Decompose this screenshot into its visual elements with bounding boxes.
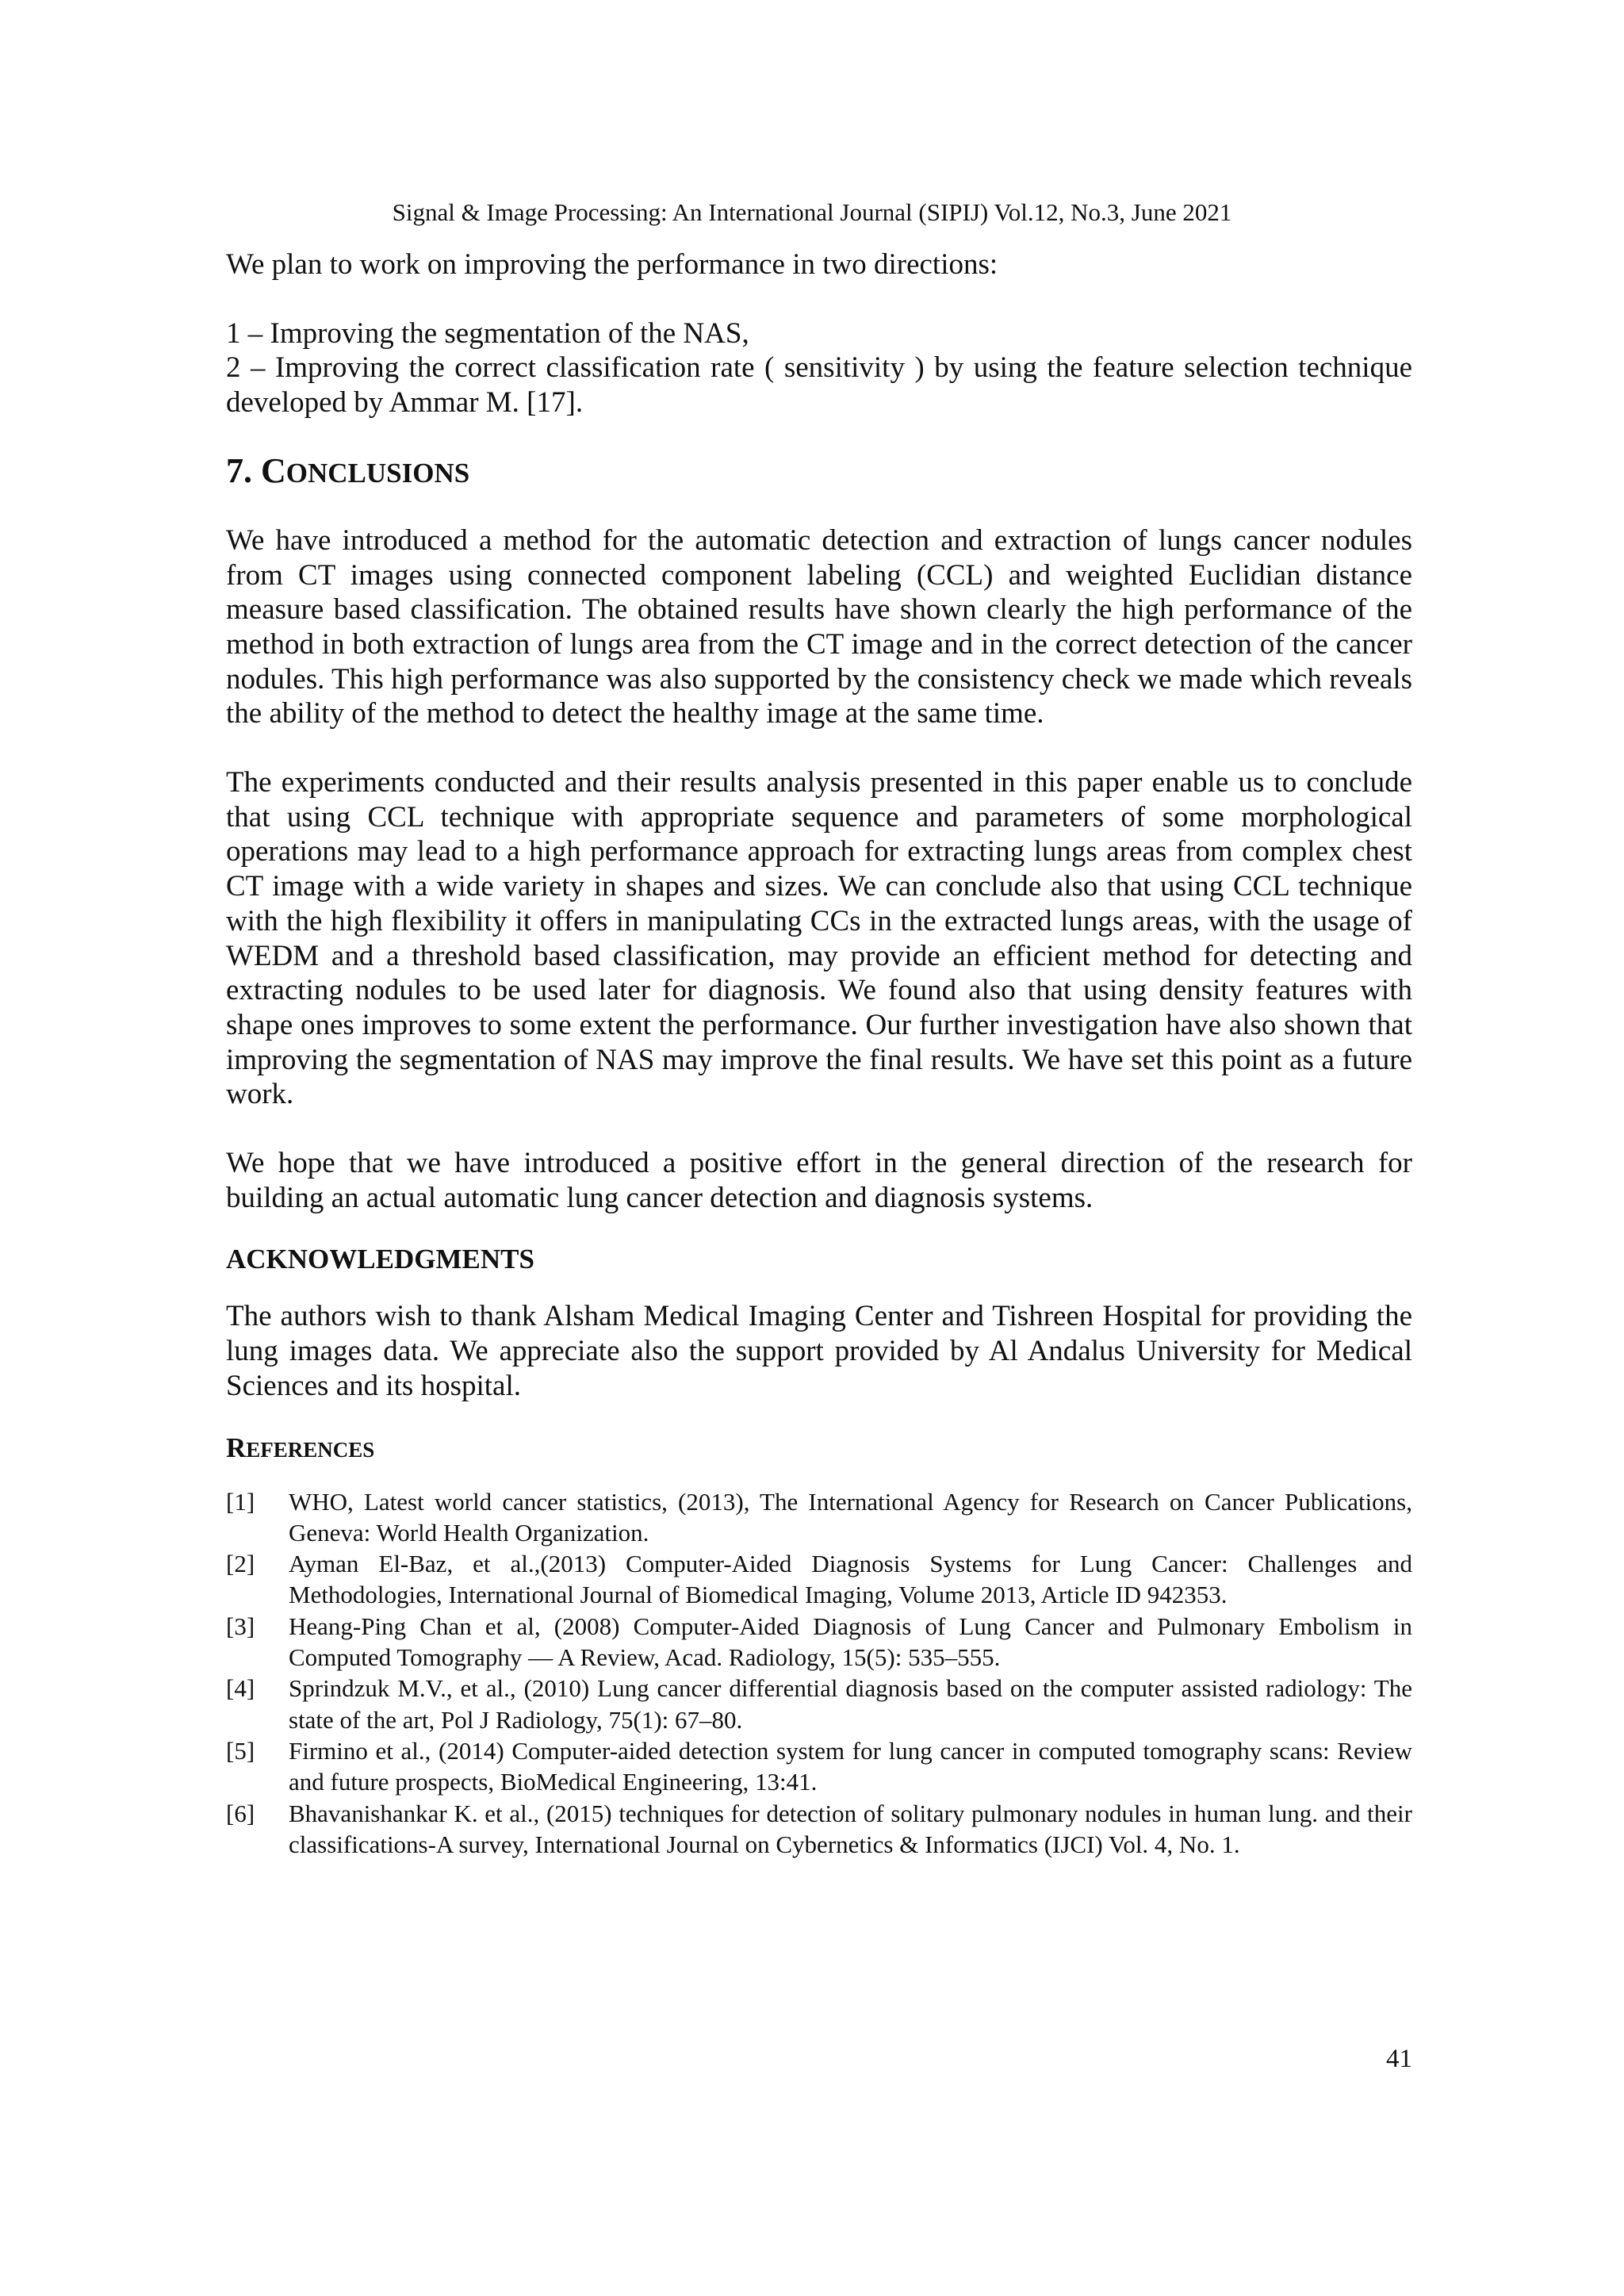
section-title-initial: C [261,450,286,490]
reference-number: [2] [226,1550,255,1578]
reference-number: [1] [226,1487,255,1516]
reference-text: Firmino et al., (2014) Computer-aided detection system for lung cancer in computed tomography scans: Review and future prospects, BioMedical Engineering, 13:41. [289,1736,1412,1796]
reference-number: [3] [226,1612,255,1640]
reference-list [226,1486,1412,1861]
conclusions-heading [226,447,1412,497]
direction-item-2: 2 – Improving the correct classification rate ( sensitivity ) by using the feature selection technique developed by Ammar M. [17]. [226,351,1412,420]
acknowledgments-heading: ACKNOWLEDGMENTS [226,1244,534,1275]
reference-number: [4] [226,1674,255,1703]
reference-item [226,1735,1412,1798]
section-number: 7. [226,450,252,490]
page-body [226,247,1412,1860]
section-title-rest: ONCLUSIONS [285,457,470,489]
conclusions-paragraph-2: The experiments conducted and their results analysis presented in this paper enable us to conclude that using CCL technique with appropriate sequence and parameters of some morphological operations may lead to a high performance approach for extracting lungs areas from complex chest CT image with a wide variety in shapes and sizes. We can conclude also that using CCL technique with the high flexibility it offers in manipulating CCs in the extracted lungs areas, with the usage of WEDM and a threshold based classification, may provide an efficient method for detecting and extracting nodules to be used later for diagnosis. We found also that using density features with shape ones improves to some extent the performance. Our further investigation have also shown that improving the segmentation of NAS may improve the final results. We have set this point as a future work. [226,766,1412,1111]
references-title-initial: R [226,1432,247,1463]
acknowledgments-paragraph: The authors wish to thank Alsham Medical Imaging Center and Tishreen Hospital for providing the lung images data. We appreciate also the support provided by Al Andalus University for Medical Sciences and its hospital. [226,1300,1412,1402]
conclusions-paragraph-1: We have introduced a method for the automatic detection and extraction of lungs cancer nodules from CT images using connected component labeling (CCL) and weighted Euclidian distance measure based classification. The obtained results have shown clearly the high performance of the method in both extraction of lungs area from the CT image and in the correct detection of the cancer nodules. This high performance was also supported by the consistency check we made which reveals the ability of the method to detect the healthy image at the same time. [226,523,1412,730]
reference-text: WHO, Latest world cancer statistics, (2013), The International Agency for Research on Cancer Publications, Geneva: World Health Organization. [289,1487,1412,1547]
reference-item [226,1486,1412,1549]
conclusions-paragraph-3: We hope that we have introduced a positive effort in the general direction of the research for building an actual automatic lung cancer detection and diagnosis systems. [226,1147,1412,1214]
reference-text: Heang-Ping Chan et al, (2008) Computer-Aided Diagnosis of Lung Cancer and Pulmonary Embolism in Computed Tomography — A Review, Acad. Radiology, 15(5): 535–555. [289,1612,1412,1672]
reference-text: Bhavanishankar K. et al., (2015) techniques for detection of solitary pulmonary nodules in human lung. and their classifications-A survey, International Journal on Cybernetics & Informatics (IJCI) Vol. 4, No. 1. [289,1799,1412,1858]
reference-text: Sprindzuk M.V., et al., (2010) Lung cancer differential diagnosis based on the computer assisted radiology: The state of the art, Pol J Radiology, 75(1): 67–80. [289,1674,1412,1734]
reference-number: [6] [226,1799,255,1827]
page-number: 41 [1386,2045,1412,2073]
reference-item [226,1611,1412,1673]
reference-item [226,1548,1412,1611]
running-header: Signal & Image Processing: An International Journal (SIPIJ) Vol.12, No.3, June 2021 [392,198,1232,226]
direction-item-1: 1 – Improving the segmentation of the NAS, [226,316,749,350]
reference-number: [5] [226,1736,255,1765]
references-title-rest: EFERENCES [246,1437,375,1462]
intro-paragraph: We plan to work on improving the performance in two directions: [226,248,998,281]
reference-item [226,1673,1412,1735]
reference-text: Ayman El-Baz, et al.,(2013) Computer-Aided Diagnosis Systems for Lung Cancer: Challenges and Methodologies, International Journal of Biomedical Imaging, Volume 2013, Article ID 942353. [289,1550,1412,1609]
references-heading [226,1431,1412,1467]
reference-item [226,1798,1412,1861]
